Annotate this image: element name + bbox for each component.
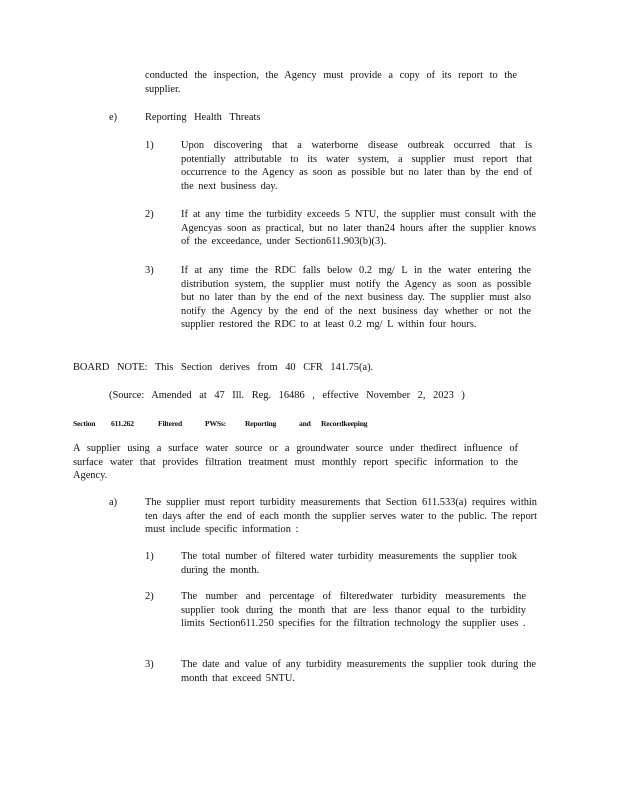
section-title-word: PWSs: [205, 419, 226, 428]
board-note: BOARD NOTE: This Section derives from 40 CFR 141.75(a). [73, 362, 374, 373]
section-title-word: and [299, 419, 311, 428]
item-a-3-text: The date and value of any turbidity measurements the supplier took during the month that exceed 5NTU. [181, 659, 536, 684]
source-note: (Source: Amended at 47 Ill. Reg. 16486 , effective November 2, 2023 ) [109, 390, 465, 401]
item-e-1-text: Upon discovering that a waterborne disease outbreak occurred that is potentially attributable to its water system, a supplier must report that occurrence to the Agency as soon as possible but no later than by the end of the next business day. [181, 140, 532, 192]
item-a-1-text: The total number of filtered water turbidity measurements the supplier took during the month. [181, 551, 517, 576]
item-e-label: e) [109, 112, 118, 123]
intro-continuation: conducted the inspection, the Agency must provide a copy of its report to the supplier. [145, 70, 517, 95]
item-a-2-label: 2) [145, 591, 154, 602]
section-title-word: Filtered [158, 419, 182, 428]
item-e-3-label: 3) [145, 265, 154, 276]
item-a-text: The supplier must report turbidity measurements that Section 611.533(a) requires within ten days after the end of each month the supplier serves water to the public. The report must include specific information : [145, 497, 537, 536]
section-heading [73, 419, 453, 429]
item-e-title: Reporting Health Threats [145, 112, 261, 123]
item-a-label: a) [109, 497, 118, 508]
section-number: 611.262 [111, 419, 134, 428]
section-title-word: Reporting [245, 419, 277, 428]
item-e-2-text: If at any time the turbidity exceeds 5 NTU, the supplier must consult with the Agencyas soon as practical, but no later than24 hours after the supplier knows of the exceedance, under Section611.903(b)(3). [181, 209, 536, 248]
item-e-3-text: If at any time the RDC falls below 0.2 mg/ L in the water entering the distribution system, the supplier must notify the Agency as soon as possible but no later than by the end of the next business day. The supplier must also notify the Agency by the end of the next business day whether or not the supplier restored the RDC to at least 0.2 mg/ L within four hours. [181, 265, 531, 331]
item-a-3-label: 3) [145, 659, 154, 670]
section-title-word: Recordkeeping [321, 419, 368, 428]
item-e-2-label: 2) [145, 209, 154, 220]
item-e-1-label: 1) [145, 140, 154, 151]
section-intro: A supplier using a surface water source or a groundwater source under thedirect influence of surface water that provides filtration treatment must monthly report specific information to the Agency. [73, 443, 518, 482]
item-a-2-text: The number and percentage of filteredwater turbidity measurements the supplier took during the month that are less thanor equal to the turbidity limits Section611.250 specifies for the filtration technology the supplier uses . [181, 591, 526, 630]
item-a-1-label: 1) [145, 551, 154, 562]
section-word: Section [73, 419, 96, 428]
